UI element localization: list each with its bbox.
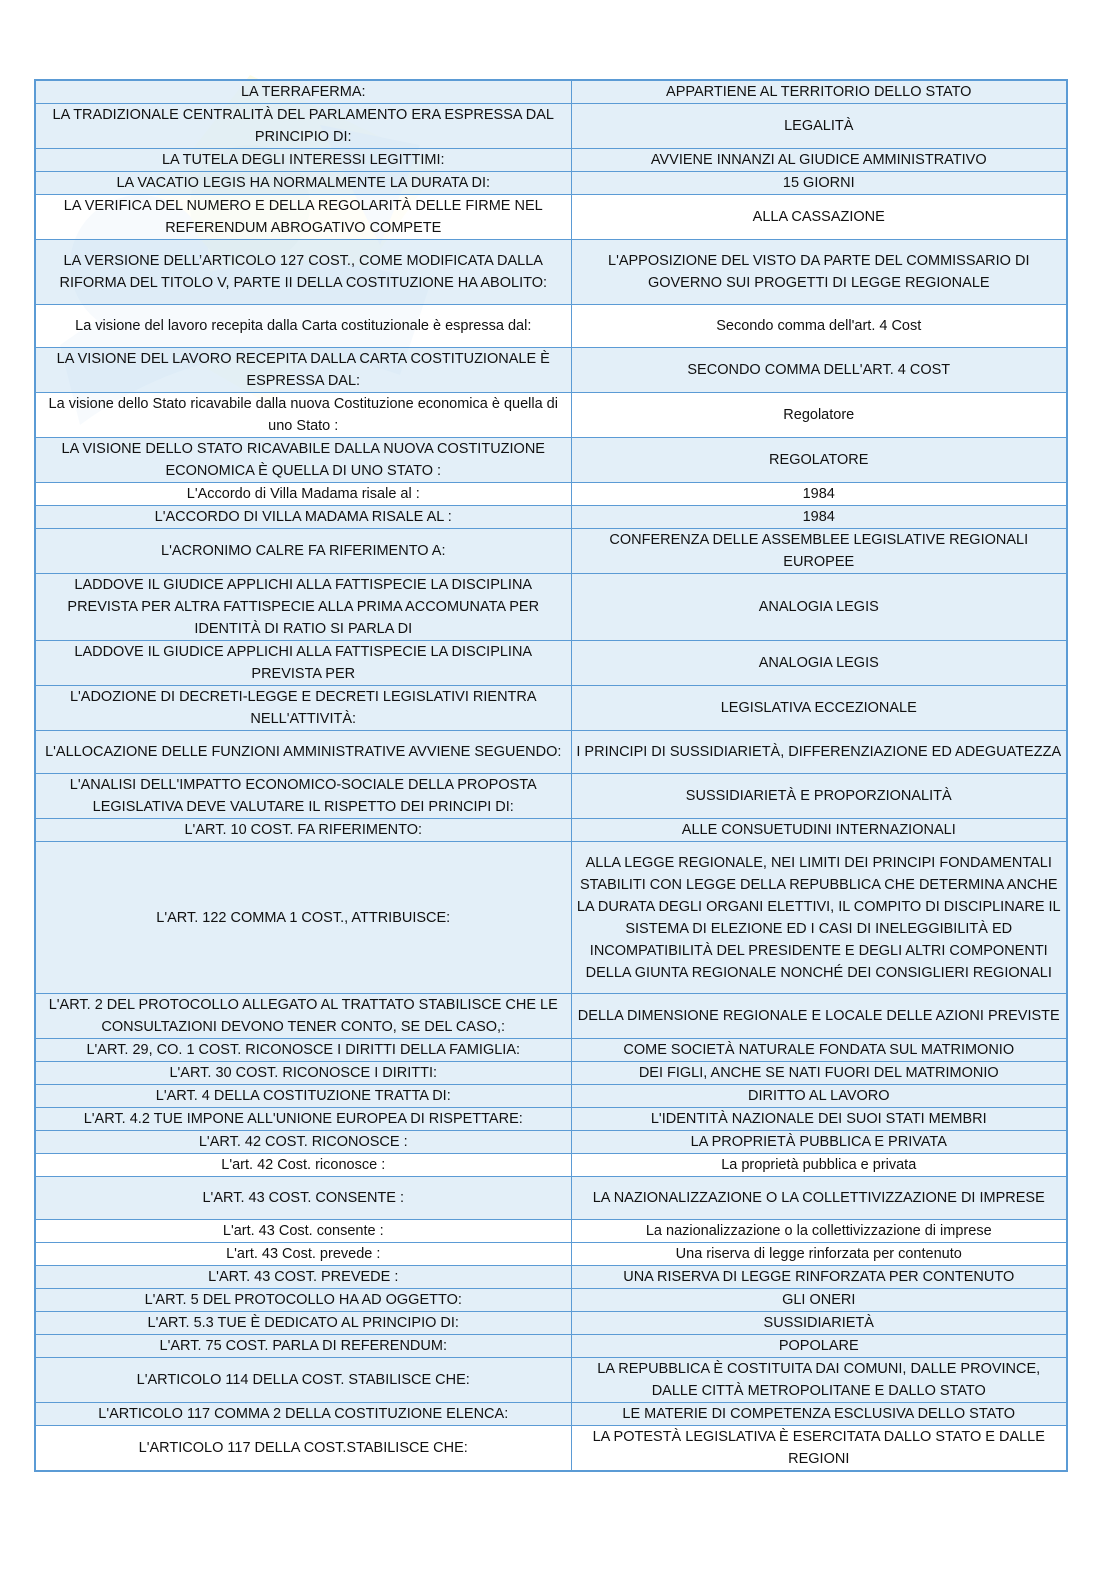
answer-cell: 1984 <box>571 506 1067 529</box>
table-row <box>35 149 1067 172</box>
table-row <box>35 1131 1067 1154</box>
question-cell: LA TERRAFERMA: <box>35 80 571 104</box>
question-cell: LA TUTELA DEGLI INTERESSI LEGITTIMI: <box>35 149 571 172</box>
table-row <box>35 104 1067 149</box>
table-row <box>35 1108 1067 1131</box>
answer-cell: DEI FIGLI, ANCHE SE NATI FUORI DEL MATRIMONIO <box>571 1062 1067 1085</box>
answer-cell: POPOLARE <box>571 1335 1067 1358</box>
table-row <box>35 1426 1067 1472</box>
table-row <box>35 483 1067 506</box>
question-cell: LA VERIFICA DEL NUMERO E DELLA REGOLARITÀ DELLE FIRME NEL REFERENDUM ABROGATIVO COMPETE <box>35 195 571 240</box>
table-row <box>35 1085 1067 1108</box>
answer-cell: Una riserva di legge rinforzata per contenuto <box>571 1243 1067 1266</box>
answer-cell: ALLA LEGGE REGIONALE, NEI LIMITI DEI PRINCIPI FONDAMENTALI STABILITI CON LEGGE DELLA REPUBBLICA CHE DETERMINA ANCHE LA DURATA DEGLI ORGANI ELETTIVI, IL COMPITO DI DISCIPLINARE IL SISTEMA DI ELEZIONE ED I CASI DI INELEGGIBILITÀ ED INCOMPATIBILITÀ DEL PRESIDENTE E DEGLI ALTRI COMPONENTI DELLA GIUNTA REGIONALE NONCHÉ DEI CONSIGLIERI REGIONALI <box>571 842 1067 994</box>
answer-cell: 15 GIORNI <box>571 172 1067 195</box>
answer-cell: LA PROPRIETÀ PUBBLICA E PRIVATA <box>571 1131 1067 1154</box>
table-row <box>35 842 1067 994</box>
question-cell: L'ART. 5 DEL PROTOCOLLO HA AD OGGETTO: <box>35 1289 571 1312</box>
answer-cell: APPARTIENE AL TERRITORIO DELLO STATO <box>571 80 1067 104</box>
table-row <box>35 172 1067 195</box>
table-row <box>35 80 1067 104</box>
question-cell: LA VISIONE DELLO STATO RICAVABILE DALLA NUOVA COSTITUZIONE ECONOMICA È QUELLA DI UNO STATO : <box>35 438 571 483</box>
table-row <box>35 994 1067 1039</box>
question-cell: L'ACRONIMO CALRE FA RIFERIMENTO A: <box>35 529 571 574</box>
answer-cell: REGOLATORE <box>571 438 1067 483</box>
answer-cell: UNA RISERVA DI LEGGE RINFORZATA PER CONTENUTO <box>571 1266 1067 1289</box>
answer-cell: ALLE CONSUETUDINI INTERNAZIONALI <box>571 819 1067 842</box>
question-cell: L'ARTICOLO 117 COMMA 2 DELLA COSTITUZIONE ELENCA: <box>35 1403 571 1426</box>
table-row <box>35 1358 1067 1403</box>
table-row <box>35 686 1067 731</box>
answer-cell: LEGISLATIVA ECCEZIONALE <box>571 686 1067 731</box>
question-cell: L'ARTICOLO 117 DELLA COST.STABILISCE CHE: <box>35 1426 571 1472</box>
answer-cell: LA NAZIONALIZZAZIONE O LA COLLETTIVIZZAZIONE DI IMPRESE <box>571 1177 1067 1220</box>
table-row <box>35 348 1067 393</box>
qa-table-body <box>35 80 1067 1471</box>
answer-cell: L'APPOSIZIONE DEL VISTO DA PARTE DEL COMMISSARIO DI GOVERNO SUI PROGETTI DI LEGGE REGIONALE <box>571 240 1067 305</box>
question-cell: L'Accordo di Villa Madama risale al : <box>35 483 571 506</box>
question-cell: L'ART. 4.2 TUE IMPONE ALL'UNIONE EUROPEA DI RISPETTARE: <box>35 1108 571 1131</box>
table-row <box>35 506 1067 529</box>
table-row <box>35 1403 1067 1426</box>
answer-cell: Regolatore <box>571 393 1067 438</box>
question-cell: L'ADOZIONE DI DECRETI-LEGGE E DECRETI LEGISLATIVI RIENTRA NELL'ATTIVITÀ: <box>35 686 571 731</box>
table-row <box>35 1243 1067 1266</box>
table-row <box>35 731 1067 774</box>
question-cell: L'ALLOCAZIONE DELLE FUNZIONI AMMINISTRATIVE AVVIENE SEGUENDO: <box>35 731 571 774</box>
question-cell: LA VERSIONE DELL’ARTICOLO 127 COST., COME MODIFICATA DALLA RIFORMA DEL TITOLO V, PARTE II DELLA COSTITUZIONE HA ABOLITO: <box>35 240 571 305</box>
answer-cell: ANALOGIA LEGIS <box>571 641 1067 686</box>
question-cell: L'ART. 10 COST. FA RIFERIMENTO: <box>35 819 571 842</box>
answer-cell: LA POTESTÀ LEGISLATIVA È ESERCITATA DALLO STATO E DALLE REGIONI <box>571 1426 1067 1472</box>
question-cell: L'ART. 5.3 TUE È DEDICATO AL PRINCIPIO DI: <box>35 1312 571 1335</box>
question-cell: L'art. 43 Cost. consente : <box>35 1220 571 1243</box>
answer-cell: SUSSIDIARIETÀ E PROPORZIONALITÀ <box>571 774 1067 819</box>
answer-cell: L'IDENTITÀ NAZIONALE DEI SUOI STATI MEMBRI <box>571 1108 1067 1131</box>
table-row <box>35 529 1067 574</box>
table-row <box>35 641 1067 686</box>
table-row <box>35 774 1067 819</box>
table-row <box>35 1266 1067 1289</box>
answer-cell: SUSSIDIARIETÀ <box>571 1312 1067 1335</box>
question-cell: LADDOVE IL GIUDICE APPLICHI ALLA FATTISPECIE LA DISCIPLINA PREVISTA PER ALTRA FATTISPECIE ALLA PRIMA ACCOMUNATA PER IDENTITÀ DI RATIO SI PARLA DI <box>35 574 571 641</box>
question-cell: La visione del lavoro recepita dalla Carta costituzionale è espressa dal: <box>35 305 571 348</box>
table-row <box>35 1154 1067 1177</box>
answer-cell: I PRINCIPI DI SUSSIDIARIETÀ, DIFFERENZIAZIONE ED ADEGUATEZZA <box>571 731 1067 774</box>
answer-cell: La nazionalizzazione o la collettivizzazione di imprese <box>571 1220 1067 1243</box>
question-cell: L'ART. 42 COST. RICONOSCE : <box>35 1131 571 1154</box>
table-row <box>35 1177 1067 1220</box>
question-cell: La visione dello Stato ricavabile dalla nuova Costituzione economica è quella di uno Stato : <box>35 393 571 438</box>
question-cell: L'ART. 29, CO. 1 COST. RICONOSCE I DIRITTI DELLA FAMIGLIA: <box>35 1039 571 1062</box>
table-row <box>35 1220 1067 1243</box>
answer-cell: AVVIENE INNANZI AL GIUDICE AMMINISTRATIVO <box>571 149 1067 172</box>
answer-cell: DELLA DIMENSIONE REGIONALE E LOCALE DELLE AZIONI PREVISTE <box>571 994 1067 1039</box>
question-cell: L'art. 42 Cost. riconosce : <box>35 1154 571 1177</box>
answer-cell: 1984 <box>571 483 1067 506</box>
table-row <box>35 195 1067 240</box>
question-cell: LA TRADIZIONALE CENTRALITÀ DEL PARLAMENTO ERA ESPRESSA DAL PRINCIPIO DI: <box>35 104 571 149</box>
table-row <box>35 393 1067 438</box>
qa-table <box>34 79 1068 1472</box>
question-cell: L'ART. 43 COST. CONSENTE : <box>35 1177 571 1220</box>
question-cell: L'ART. 43 COST. PREVEDE : <box>35 1266 571 1289</box>
table-row <box>35 438 1067 483</box>
answer-cell: LEGALITÀ <box>571 104 1067 149</box>
table-row <box>35 1039 1067 1062</box>
answer-cell: ALLA CASSAZIONE <box>571 195 1067 240</box>
question-cell: L'ART. 2 DEL PROTOCOLLO ALLEGATO AL TRATTATO STABILISCE CHE LE CONSULTAZIONI DEVONO TENER CONTO, SE DEL CASO,: <box>35 994 571 1039</box>
answer-cell: SECONDO COMMA DELL'ART. 4 COST <box>571 348 1067 393</box>
answer-cell: DIRITTO AL LAVORO <box>571 1085 1067 1108</box>
question-cell: L'ACCORDO DI VILLA MADAMA RISALE AL : <box>35 506 571 529</box>
answer-cell: Secondo comma dell'art. 4 Cost <box>571 305 1067 348</box>
answer-cell: COME SOCIETÀ NATURALE FONDATA SUL MATRIMONIO <box>571 1039 1067 1062</box>
table-row <box>35 1289 1067 1312</box>
question-cell: L'ANALISI DELL'IMPATTO ECONOMICO-SOCIALE DELLA PROPOSTA LEGISLATIVA DEVE VALUTARE IL RISPETTO DEI PRINCIPI DI: <box>35 774 571 819</box>
question-cell: L'ARTICOLO 114 DELLA COST. STABILISCE CHE: <box>35 1358 571 1403</box>
table-row <box>35 240 1067 305</box>
question-cell: L'ART. 30 COST. RICONOSCE I DIRITTI: <box>35 1062 571 1085</box>
table-row <box>35 305 1067 348</box>
question-cell: L'art. 43 Cost. prevede : <box>35 1243 571 1266</box>
table-row <box>35 1062 1067 1085</box>
table-row <box>35 1335 1067 1358</box>
question-cell: L'ART. 122 COMMA 1 COST., ATTRIBUISCE: <box>35 842 571 994</box>
table-row <box>35 574 1067 641</box>
answer-cell: GLI ONERI <box>571 1289 1067 1312</box>
question-cell: LADDOVE IL GIUDICE APPLICHI ALLA FATTISPECIE LA DISCIPLINA PREVISTA PER <box>35 641 571 686</box>
table-row <box>35 1312 1067 1335</box>
question-cell: LA VISIONE DEL LAVORO RECEPITA DALLA CARTA COSTITUZIONALE È ESPRESSA DAL: <box>35 348 571 393</box>
question-cell: LA VACATIO LEGIS HA NORMALMENTE LA DURATA DI: <box>35 172 571 195</box>
answer-cell: ANALOGIA LEGIS <box>571 574 1067 641</box>
answer-cell: LA REPUBBLICA È COSTITUITA DAI COMUNI, DALLE PROVINCE, DALLE CITTÀ METROPOLITANE E DALLO STATO <box>571 1358 1067 1403</box>
answer-cell: LE MATERIE DI COMPETENZA ESCLUSIVA DELLO STATO <box>571 1403 1067 1426</box>
table-row <box>35 819 1067 842</box>
question-cell: L'ART. 4 DELLA COSTITUZIONE TRATTA DI: <box>35 1085 571 1108</box>
question-cell: L'ART. 75 COST. PARLA DI REFERENDUM: <box>35 1335 571 1358</box>
answer-cell: La proprietà pubblica e privata <box>571 1154 1067 1177</box>
answer-cell: CONFERENZA DELLE ASSEMBLEE LEGISLATIVE REGIONALI EUROPEE <box>571 529 1067 574</box>
